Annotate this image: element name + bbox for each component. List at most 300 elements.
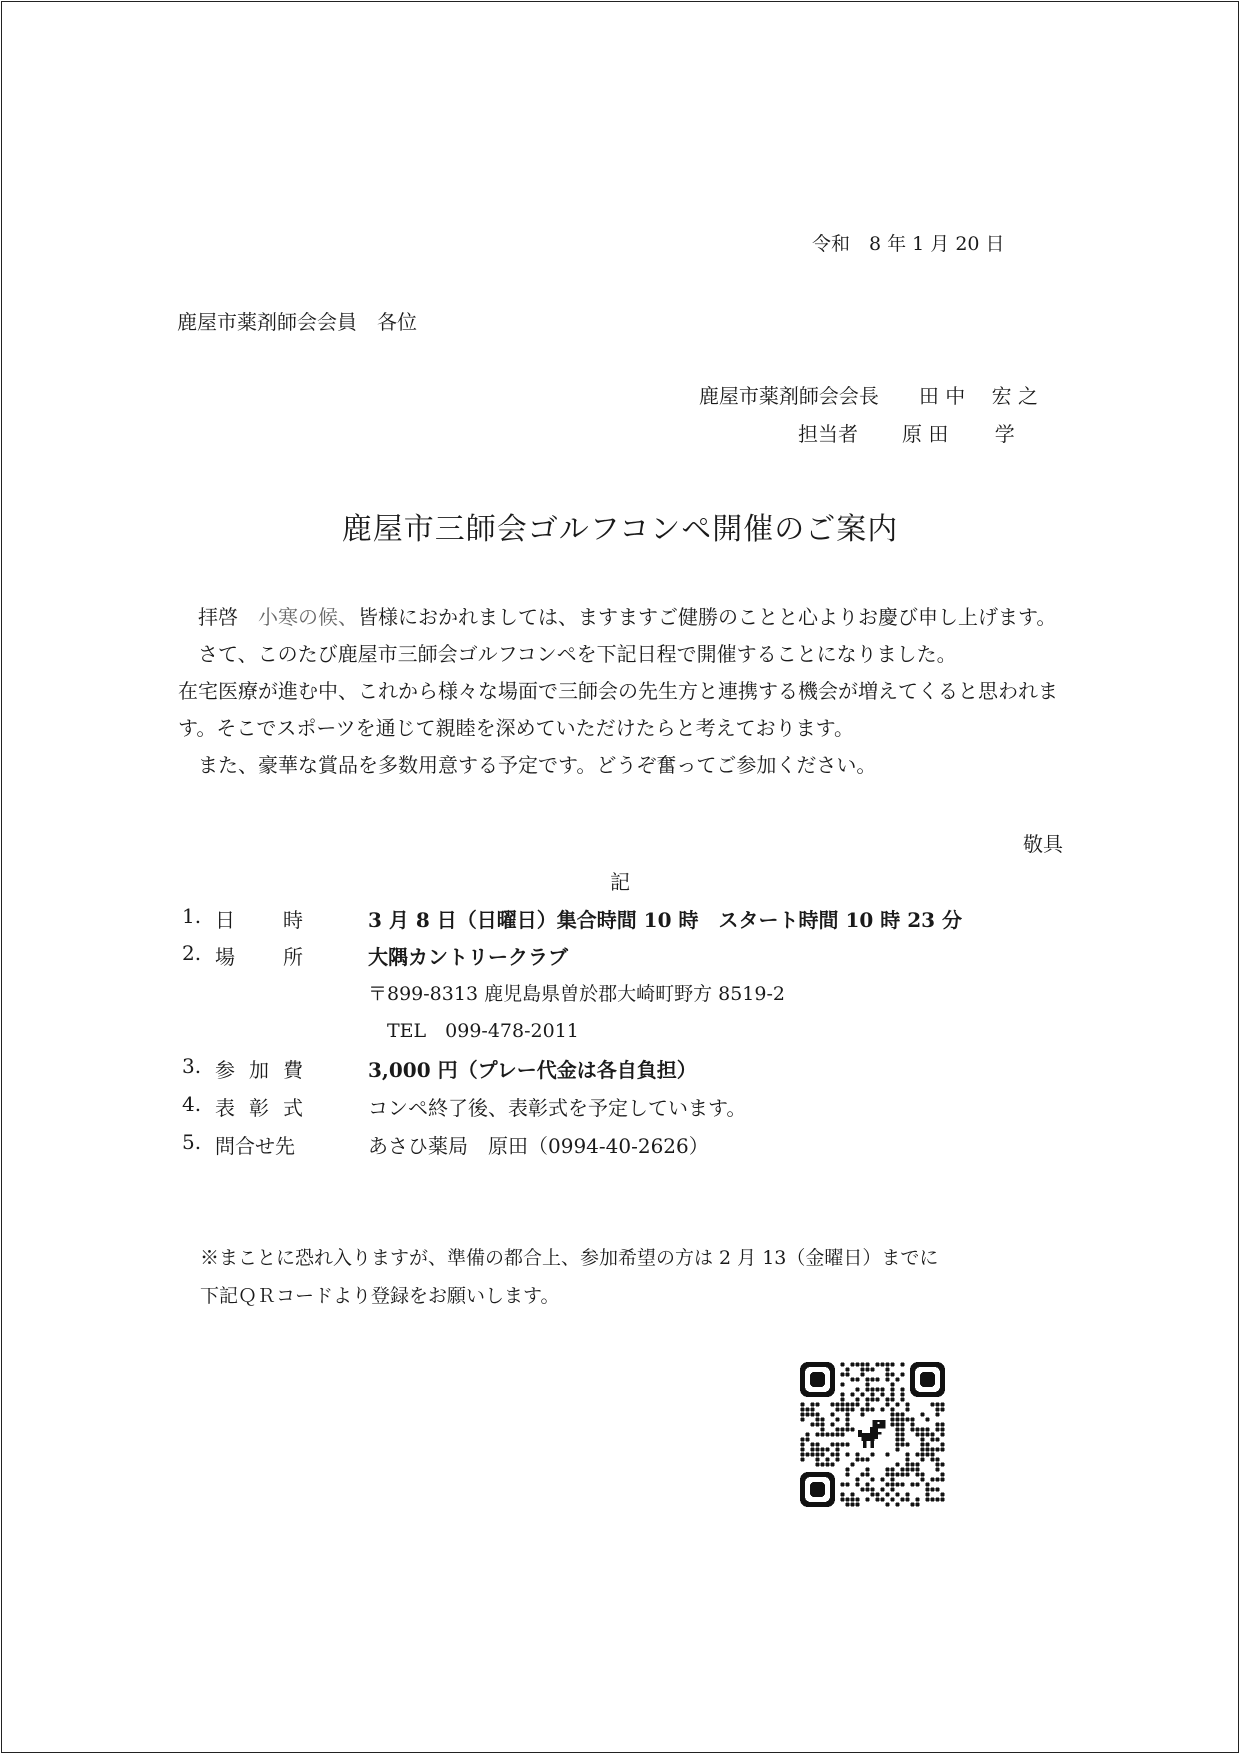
qr-module (895, 1482, 899, 1486)
qr-module (930, 1432, 934, 1436)
paragraph-announcement: さて、このたび鹿屋市三師会ゴルフコンペを下記日程で開催することになりました。 (198, 642, 957, 666)
qr-module (840, 1362, 844, 1366)
qr-module (865, 1487, 869, 1491)
qr-module (925, 1487, 929, 1491)
qr-module (940, 1432, 944, 1436)
qr-module (915, 1432, 919, 1436)
paragraph-purpose: 在宅医療が進む中、これから様々な場面で三師会の先生方と連携する機会が増えてくると思われます。そこでスポーツを通じて親睦を深めていただけたらと考えております。 (178, 679, 1058, 740)
qr-module (855, 1362, 859, 1366)
qr-module (890, 1472, 894, 1476)
qr-module (915, 1472, 919, 1476)
qr-module (835, 1417, 839, 1421)
greeting-opening: 拝啓 (198, 605, 258, 629)
qr-module (940, 1407, 944, 1411)
qr-module (850, 1377, 854, 1381)
item-number: 4. (182, 1092, 202, 1116)
qr-module (895, 1427, 899, 1431)
qr-module (885, 1502, 889, 1506)
qr-module (825, 1462, 829, 1466)
qr-module (935, 1402, 939, 1406)
qr-module (830, 1442, 834, 1446)
qr-module (910, 1482, 914, 1486)
qr-module (830, 1452, 834, 1456)
qr-module (895, 1402, 899, 1406)
qr-module (830, 1422, 834, 1426)
qr-module (940, 1427, 944, 1431)
label-char: 所 (283, 945, 303, 969)
qr-module (880, 1487, 884, 1491)
sender-name: 田 中 宏 之 (918, 384, 1038, 408)
qr-module (845, 1367, 849, 1371)
qr-module (890, 1497, 894, 1501)
qr-module (815, 1452, 819, 1456)
qr-module (860, 1392, 864, 1396)
qr-module (895, 1462, 899, 1466)
qr-module (890, 1397, 894, 1401)
qr-module (900, 1467, 904, 1471)
qr-module (940, 1442, 944, 1446)
qr-module (805, 1407, 809, 1411)
label-char: 費 (283, 1058, 303, 1082)
qr-module (940, 1477, 944, 1481)
qr-module (840, 1482, 844, 1486)
qr-module (860, 1472, 864, 1476)
qr-module (845, 1407, 849, 1411)
qr-module (845, 1452, 849, 1456)
qr-module (905, 1492, 909, 1496)
item-label: 問合せ先 (215, 1134, 295, 1158)
qr-module (845, 1427, 849, 1431)
qr-module (940, 1447, 944, 1451)
qr-module (840, 1432, 844, 1436)
qr-module (890, 1387, 894, 1391)
qr-module (915, 1497, 919, 1501)
qr-module (915, 1452, 919, 1456)
qr-module (900, 1422, 904, 1426)
qr-module (815, 1417, 819, 1421)
qr-module (835, 1427, 839, 1431)
qr-module (900, 1417, 904, 1421)
qr-module (915, 1427, 919, 1431)
qr-module (815, 1422, 819, 1426)
qr-module (930, 1452, 934, 1456)
qr-module (880, 1407, 884, 1411)
qr-module (890, 1417, 894, 1421)
dinosaur-icon (855, 1417, 890, 1452)
qr-module (925, 1417, 929, 1421)
qr-module (870, 1367, 874, 1371)
qr-module (855, 1482, 859, 1486)
item-label (215, 941, 303, 970)
sender-title: 鹿屋市薬剤師会会長 (698, 384, 879, 408)
qr-module (905, 1442, 909, 1446)
qr-module (860, 1372, 864, 1376)
qr-module (820, 1452, 824, 1456)
qr-module (845, 1417, 849, 1421)
qr-module (810, 1452, 814, 1456)
qr-module (875, 1492, 879, 1496)
qr-module (865, 1457, 869, 1461)
qr-module (885, 1362, 889, 1366)
qr-module (840, 1407, 844, 1411)
qr-module (920, 1447, 924, 1451)
finder-pattern-top-left (800, 1362, 835, 1397)
qr-module (820, 1432, 824, 1436)
qr-module (840, 1427, 844, 1431)
qr-module (815, 1457, 819, 1461)
qr-module (870, 1407, 874, 1411)
qr-module (850, 1392, 854, 1396)
qr-module (930, 1487, 934, 1491)
finder-pattern-top-right (910, 1362, 945, 1397)
qr-module (865, 1362, 869, 1366)
qr-module (935, 1447, 939, 1451)
qr-module (870, 1492, 874, 1496)
qr-module (830, 1412, 834, 1416)
venue-address: 〒899-8313 鹿児島県曽於郡大崎町野方 8519-2 (368, 983, 785, 1005)
qr-module (905, 1462, 909, 1466)
qr-module (900, 1442, 904, 1446)
qr-module (885, 1402, 889, 1406)
qr-module (930, 1437, 934, 1441)
qr-module (895, 1492, 899, 1496)
qr-module (875, 1397, 879, 1401)
contact-name: 原 田 学 (902, 422, 1015, 446)
qr-module (845, 1497, 849, 1501)
item-number: 3. (182, 1054, 202, 1078)
qr-module (820, 1417, 824, 1421)
qr-module (935, 1467, 939, 1471)
qr-module (935, 1462, 939, 1466)
qr-module (935, 1477, 939, 1481)
qr-module (810, 1442, 814, 1446)
qr-module (855, 1397, 859, 1401)
qr-module (900, 1497, 904, 1501)
qr-module (915, 1462, 919, 1466)
qr-module (825, 1432, 829, 1436)
item-number: 1. (182, 904, 202, 928)
qr-module (840, 1392, 844, 1396)
qr-module (850, 1407, 854, 1411)
greeting-paragraph (178, 599, 1063, 636)
qr-module (890, 1482, 894, 1486)
qr-module (855, 1457, 859, 1461)
qr-module (825, 1447, 829, 1451)
qr-module (885, 1372, 889, 1376)
qr-module (820, 1422, 824, 1426)
qr-module (815, 1402, 819, 1406)
qr-module (935, 1497, 939, 1501)
qr-module (940, 1462, 944, 1466)
label-char: 日 (215, 908, 235, 932)
qr-module (885, 1367, 889, 1371)
seasonal-greeting: 小寒の候、 (258, 605, 358, 629)
qr-module (865, 1397, 869, 1401)
qr-module (845, 1467, 849, 1471)
label-char: 加 (249, 1058, 269, 1082)
item-label (215, 1054, 303, 1083)
qr-module (865, 1497, 869, 1501)
qr-module (800, 1447, 804, 1451)
qr-module (940, 1492, 944, 1496)
qr-module (895, 1472, 899, 1476)
qr-module (940, 1497, 944, 1501)
qr-module (800, 1442, 804, 1446)
qr-module (940, 1402, 944, 1406)
item-ceremony-value: コンペ終了後、表彰式を予定しています。 (368, 1096, 747, 1120)
qr-module (835, 1447, 839, 1451)
qr-module (840, 1442, 844, 1446)
qr-module (900, 1427, 904, 1431)
qr-module (810, 1447, 814, 1451)
qr-module (805, 1432, 809, 1436)
venue-phone: TEL 099-478-2011 (368, 1020, 579, 1042)
qr-module (920, 1412, 924, 1416)
qr-module (900, 1387, 904, 1391)
qr-module (920, 1427, 924, 1431)
qr-module (905, 1417, 909, 1421)
qr-module (800, 1457, 804, 1461)
qr-module (865, 1377, 869, 1381)
qr-module (895, 1502, 899, 1506)
qr-module (890, 1487, 894, 1491)
qr-module (935, 1412, 939, 1416)
qr-module (890, 1362, 894, 1366)
closing-keigu: 敬具 (1023, 832, 1063, 856)
label-char: 彰 (249, 1096, 269, 1120)
qr-module (830, 1432, 834, 1436)
sender-line (699, 380, 1038, 409)
qr-module (895, 1432, 899, 1436)
note-line-2: 下記ＱＲコードより登録をお願いします。 (200, 1285, 560, 1307)
qr-module (930, 1457, 934, 1461)
qr-module (870, 1377, 874, 1381)
qr-module (940, 1472, 944, 1476)
qr-module (850, 1497, 854, 1501)
qr-module (920, 1477, 924, 1481)
body-text (178, 599, 1063, 784)
qr-module (815, 1412, 819, 1416)
qr-module (840, 1497, 844, 1501)
qr-module (895, 1412, 899, 1416)
qr-module (910, 1467, 914, 1471)
qr-module (865, 1467, 869, 1471)
qr-module (875, 1377, 879, 1381)
qr-module (850, 1462, 854, 1466)
qr-module (910, 1462, 914, 1466)
qr-module (940, 1422, 944, 1426)
qr-module (910, 1502, 914, 1506)
qr-module (930, 1402, 934, 1406)
qr-module (850, 1402, 854, 1406)
qr-module (905, 1472, 909, 1476)
qr-module (905, 1457, 909, 1461)
qr-module (905, 1452, 909, 1456)
qr-module (845, 1402, 849, 1406)
label-char: 時 (283, 908, 303, 932)
qr-module (905, 1497, 909, 1501)
qr-module (930, 1447, 934, 1451)
qr-module (840, 1397, 844, 1401)
qr-module (885, 1377, 889, 1381)
qr-module (865, 1402, 869, 1406)
qr-module (930, 1497, 934, 1501)
qr-module (915, 1502, 919, 1506)
qr-module (920, 1442, 924, 1446)
addressee: 鹿屋市薬剤師会会員 各位 (177, 310, 417, 334)
qr-module (885, 1492, 889, 1496)
label-char: 場 (215, 945, 235, 969)
qr-module (885, 1472, 889, 1476)
qr-module (905, 1407, 909, 1411)
qr-module (915, 1482, 919, 1486)
qr-module (885, 1397, 889, 1401)
ki-heading: 記 (610, 870, 630, 894)
document-date: 令和 8 年 1 月 20 日 (812, 233, 1005, 255)
qr-module (890, 1412, 894, 1416)
qr-module (845, 1372, 849, 1376)
qr-module (855, 1387, 859, 1391)
greeting-rest: 皆様におかれましては、ますますご健勝のことと心よりお慶び申し上げます。 (358, 605, 1057, 629)
qr-module (880, 1392, 884, 1396)
qr-module (850, 1492, 854, 1496)
qr-module (910, 1417, 914, 1421)
qr-module (880, 1497, 884, 1501)
qr-module (925, 1432, 929, 1436)
qr-module (820, 1447, 824, 1451)
finder-pattern-bottom-left (800, 1472, 835, 1507)
qr-module (885, 1452, 889, 1456)
qr-module (865, 1367, 869, 1371)
qr-module (845, 1442, 849, 1446)
qr-module (870, 1392, 874, 1396)
qr-module (890, 1382, 894, 1386)
qr-module (800, 1407, 804, 1411)
qr-module (840, 1382, 844, 1386)
qr-module (920, 1457, 924, 1461)
item-label (215, 1092, 303, 1121)
qr-module (935, 1422, 939, 1426)
contact-label: 担当者 (798, 422, 858, 446)
qr-module (860, 1457, 864, 1461)
registration-qr-code[interactable] (800, 1362, 945, 1507)
qr-module (860, 1407, 864, 1411)
qr-module (920, 1437, 924, 1441)
qr-module (900, 1372, 904, 1376)
qr-module (855, 1402, 859, 1406)
qr-module (935, 1407, 939, 1411)
qr-module (885, 1467, 889, 1471)
qr-module (895, 1422, 899, 1426)
qr-module (935, 1487, 939, 1491)
qr-module (925, 1442, 929, 1446)
item-datetime-value: 3 月 8 日（日曜日）集合時間 10 時 スタート時間 10 時 23 分 (368, 908, 962, 932)
item-label (215, 904, 303, 933)
qr-module (915, 1467, 919, 1471)
qr-module (845, 1472, 849, 1476)
qr-module (820, 1462, 824, 1466)
qr-module (920, 1432, 924, 1436)
qr-module (835, 1452, 839, 1456)
qr-module (880, 1477, 884, 1481)
qr-module (890, 1467, 894, 1471)
qr-module (865, 1407, 869, 1411)
qr-module (900, 1392, 904, 1396)
qr-module (870, 1477, 874, 1481)
qr-module (890, 1422, 894, 1426)
qr-module (890, 1477, 894, 1481)
qr-module (880, 1362, 884, 1366)
qr-module (810, 1402, 814, 1406)
qr-module (895, 1447, 899, 1451)
qr-module (895, 1437, 899, 1441)
qr-module (925, 1482, 929, 1486)
qr-module (860, 1367, 864, 1371)
qr-module (815, 1432, 819, 1436)
qr-module (855, 1377, 859, 1381)
qr-module (840, 1492, 844, 1496)
qr-module (870, 1397, 874, 1401)
label-char: 表 (215, 1096, 235, 1120)
qr-module (865, 1387, 869, 1391)
item-number: 5. (182, 1130, 202, 1154)
qr-module (850, 1362, 854, 1366)
item-venue-value: 大隅カントリークラブ (368, 945, 568, 969)
qr-module (815, 1462, 819, 1466)
item-contact-value: あさひ薬局 原田（0994-40-2626） (368, 1134, 709, 1158)
qr-module (800, 1412, 804, 1416)
qr-module (845, 1502, 849, 1506)
qr-module (830, 1402, 834, 1406)
qr-module (825, 1457, 829, 1461)
qr-module (935, 1457, 939, 1461)
qr-module (850, 1502, 854, 1506)
qr-module (935, 1427, 939, 1431)
qr-module (860, 1362, 864, 1366)
qr-module (895, 1417, 899, 1421)
qr-module (860, 1487, 864, 1491)
qr-module (840, 1402, 844, 1406)
qr-module (920, 1452, 924, 1456)
qr-module (800, 1417, 804, 1421)
qr-module (835, 1407, 839, 1411)
qr-module (875, 1362, 879, 1366)
qr-module (910, 1427, 914, 1431)
qr-module (890, 1407, 894, 1411)
qr-module (890, 1392, 894, 1396)
qr-module (870, 1452, 874, 1456)
qr-module (905, 1402, 909, 1406)
qr-module (800, 1452, 804, 1456)
qr-module (900, 1362, 904, 1366)
qr-module (900, 1482, 904, 1486)
qr-module (895, 1442, 899, 1446)
qr-module (920, 1472, 924, 1476)
qr-module (895, 1377, 899, 1381)
qr-module (810, 1407, 814, 1411)
label-char: 式 (283, 1096, 303, 1120)
contact-line (798, 418, 1015, 447)
qr-module (855, 1497, 859, 1501)
qr-module (900, 1437, 904, 1441)
qr-module (805, 1437, 809, 1441)
qr-module (900, 1472, 904, 1476)
qr-module (835, 1457, 839, 1461)
qr-module (845, 1422, 849, 1426)
paragraph-prizes: また、豪華な賞品を多数用意する予定です。どうぞ奮ってご参加ください。 (198, 753, 877, 777)
qr-module (925, 1447, 929, 1451)
qr-module (865, 1482, 869, 1486)
